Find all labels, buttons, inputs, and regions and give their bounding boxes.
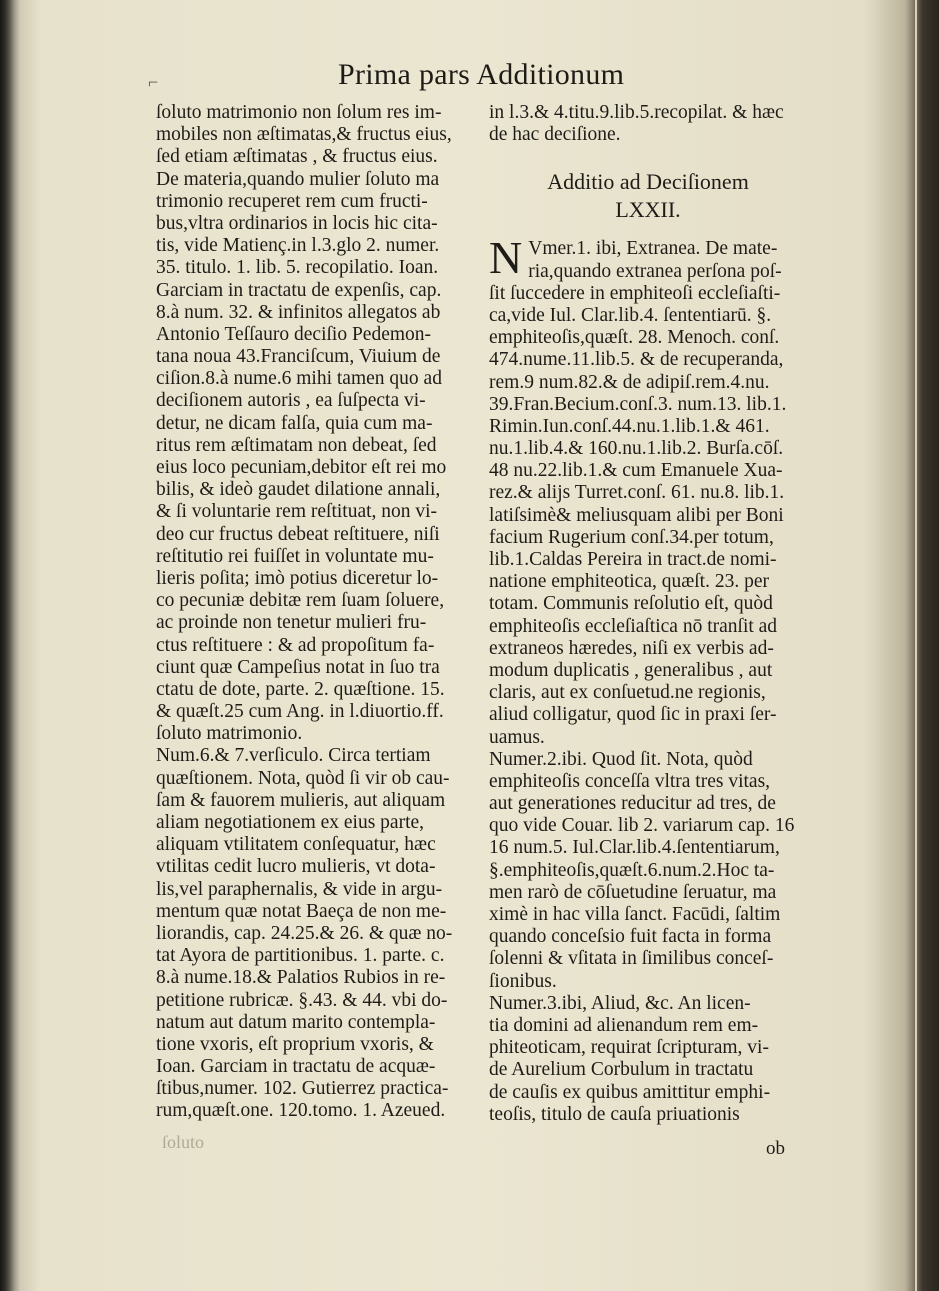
right-body-line: teoſis, titulo de cauſa priuationis: [489, 1103, 740, 1125]
right-body-line: §.emphiteoſis,quæſt.6.num.2.Hoc ta-: [489, 859, 775, 881]
section-heading: [489, 168, 807, 224]
right-column: [489, 102, 807, 1162]
book-edge: [905, 0, 939, 1291]
left-line: rum,quæſt.one. 120.tomo. 1. Azeued.: [156, 1100, 446, 1122]
left-line: tione vxoris, eſt proprium vxoris, &: [156, 1033, 434, 1055]
right-body-line: de Aurelium Corbulum in tractatu: [489, 1059, 754, 1081]
left-line: vtilitas cedit lucro mulieris, vt dota-: [156, 856, 436, 878]
left-column: [156, 102, 468, 1142]
right-body-line: 16 num.5. Iul.Clar.lib.4.ſententiarum,: [489, 837, 780, 859]
left-line: mentum quæ notat Baeça de non me-: [156, 900, 447, 922]
right-body-line: emphiteoſis conceſſa vltra tres vitas,: [489, 770, 771, 792]
right-body-line: claris, aut ex conſuetud.ne regionis,: [489, 682, 766, 704]
left-line: De materia,quando mulier ſoluto ma: [156, 168, 440, 190]
right-body-line: totam. Communis reſolutio eſt, quòd: [489, 593, 773, 615]
left-line: reſtitutio rei fuiſſet in voluntate mu-: [156, 545, 434, 567]
left-line: ciſion.8.à nume.6 mihi tamen quo ad: [156, 368, 442, 390]
right-body-line: modum duplicatis , generalibus , aut: [489, 659, 773, 681]
right-body-line: 474.nume.11.lib.5. & de recuperanda,: [489, 349, 784, 371]
left-line: ſed etiam æſtimatas , & fructus eius.: [156, 146, 438, 168]
section-heading-line-2: LXXII.: [615, 197, 681, 223]
right-body-line: phiteoticam, requirat ſcripturam, vi-: [489, 1037, 769, 1059]
right-body-line: Rimin.Iun.conſ.44.nu.1.lib.1.& 461.: [489, 415, 770, 437]
left-line: ſam & fauorem mulieris, aut aliquam: [156, 789, 446, 811]
left-line: 8.à nume.18.& Palatios Rubios in re-: [156, 967, 446, 989]
left-line: deo cur fructus debeat reſtituere, niſi: [156, 523, 440, 545]
left-line: eius loco pecuniam,debitor eſt rei mo: [156, 457, 447, 478]
right-top-line: in l.3.& 4.titu.9.lib.5.recopilat. & hæc: [489, 102, 784, 123]
left-line: ſoluto matrimonio non ſolum res im-: [156, 102, 442, 123]
right-body-line: men rarò de cōſuetudine ſeruatur, ma: [489, 881, 777, 903]
right-body-line: extraneos hæredes, niſi ex verbis ad-: [489, 637, 774, 659]
left-line: tat Ayora de partitionibus. 1. parte. c.: [156, 945, 445, 967]
right-body-line: natione emphiteotica, quæſt. 23. per: [489, 571, 769, 593]
right-body-line: Numer.2.ibi. Quod ſit. Nota, quòd: [489, 748, 753, 770]
right-body-line: ſolenni & vſitata in ſimilibus conceſ-: [489, 948, 774, 970]
left-line: Antonio Teſſauro deciſio Pedemon-: [156, 323, 432, 345]
right-body-line: Vmer.1. ibi, Extranea. De mate-: [528, 238, 778, 260]
right-body-line: latiſsimè& meliusquam alibi per Boni: [489, 504, 784, 526]
left-line: ſoluto matrimonio.: [156, 723, 303, 745]
right-body-line: lib.1.Caldas Pereira in tract.de nomi-: [489, 549, 777, 570]
left-line: petitione rubricæ. §.43. & 44. vbi do-: [156, 989, 448, 1011]
right-body-line: quando conceſsio fuit facta in forma: [489, 926, 772, 948]
left-line: trimonio recuperet rem cum fructi-: [156, 190, 428, 212]
right-body-line: tia domini ad alienandum rem em-: [489, 1014, 759, 1036]
left-line: mobiles non æſtimatas,& fructus eius,: [156, 124, 452, 146]
left-line: bilis, & ideò gaudet dilatione annali,: [156, 479, 441, 501]
left-line: deciſionem autoris , ea ſuſpecta vi-: [156, 390, 426, 412]
drop-cap: N: [489, 232, 523, 284]
left-line: quæſtionem. Nota, quòd ſi vir ob cau-: [156, 767, 450, 789]
right-body-line: Numer.3.ibi, Aliud, &c. An licen-: [489, 992, 751, 1014]
left-line: co pecuniæ debitæ rem ſuam ſoluere,: [156, 590, 445, 612]
left-line: ritus rem æſtimatam non debeat, ſed: [156, 434, 437, 456]
right-body-line: aliud colligatur, quod ſic in praxi ſer-: [489, 704, 777, 726]
right-body-line: ximè in hac villa ſanct. Facūdi, ſaltim: [489, 904, 781, 925]
left-line: ciunt quæ Campeſius notat in ſuo tra: [156, 656, 440, 678]
left-line: ſtibus,numer. 102. Gutierrez practica-: [156, 1078, 449, 1100]
spine-shadow: [0, 0, 20, 1291]
page-edge: [915, 0, 917, 1291]
right-body-line: 39.Fran.Becium.conſ.3. num.13. lib.1.: [489, 393, 787, 415]
right-body-line: nu.1.lib.4.& 160.nu.1.lib.2. Burſa.cōſ.: [489, 438, 784, 460]
right-body-line: rez.& alijs Turret.conſ. 61. nu.8. lib.1.: [489, 482, 785, 504]
right-body-line: emphiteoſis,quæſt. 28. Menoch. conſ.: [489, 327, 780, 349]
left-line: 35. titulo. 1. lib. 5. recopilatio. Ioan.: [156, 257, 439, 279]
left-line: tis, vide Matienç.in l.3.glo 2. numer.: [156, 235, 440, 257]
section-heading-line-1: Additio ad Deciſionem: [547, 169, 749, 195]
right-body-line: uamus.: [489, 726, 545, 748]
right-column-top: [489, 102, 807, 146]
right-top-line: de hac deciſione.: [489, 124, 621, 146]
running-head: Prima pars Additionum: [338, 58, 625, 91]
left-line: Num.6.& 7.verſiculo. Circa tertiam: [156, 745, 431, 767]
left-line: & ſi voluntarie rem reſtituat, non vi-: [156, 501, 438, 523]
right-body-line: emphiteoſis eccleſiaſtica nō tranſit ad: [489, 615, 778, 637]
left-line: Garciam in tractatu de expenſis, cap.: [156, 279, 442, 301]
right-body-line: aut generationes reducitur ad tres, de: [489, 793, 776, 815]
left-line: tana noua 43.Franciſcum, Viuium de: [156, 346, 441, 368]
left-line: bus,vltra ordinarios in locis hic cita-: [156, 212, 438, 234]
right-body-line: quo vide Couar. lib 2. variarum cap. 16: [489, 815, 795, 837]
left-line: lieris poſita; imò potius diceretur lo-: [156, 567, 439, 589]
left-line: ctatu de dote, parte. 2. quæſtione. 15.: [156, 678, 445, 700]
left-line: 8.à num. 32. & infinitos allegatos ab: [156, 301, 441, 323]
right-column-body: [489, 232, 807, 1126]
left-line: ctus reſtituere : & ad propoſitum fa-: [156, 634, 435, 656]
left-line: ac proinde non tenetur mulieri fru-: [156, 612, 427, 634]
right-body-line: de cauſis ex quibus amittitur emphi-: [489, 1081, 771, 1103]
left-line: Ioan. Garciam in tractatu de acquæ-: [156, 1056, 436, 1078]
catchword: ob: [766, 1138, 785, 1159]
right-body-line: rem.9 num.82.& de adipiſ.rem.4.nu.: [489, 371, 770, 393]
right-body-line: 48 nu.22.lib.1.& cum Emanuele Xua-: [489, 460, 783, 482]
right-body-line: ca,vide Iul. Clar.lib.4. ſententiarū. §.: [489, 304, 772, 326]
left-line: natum aut datum marito contempla-: [156, 1011, 436, 1033]
left-line: & quæſt.25 cum Ang. in l.diuortio.ff.: [156, 701, 444, 723]
right-body-line: ſit ſuccedere in emphiteoſi eccleſiaſti-: [489, 282, 781, 304]
left-line: aliquam vtilitatem conſequatur, hæc: [156, 834, 436, 856]
corner-mark: ⌐: [148, 72, 159, 92]
left-line: detur, ne dicam falſa, quia cum ma-: [156, 412, 433, 434]
right-body-line: ſionibus.: [489, 970, 557, 992]
right-body-line: ria,quando extranea perſona poſ-: [528, 260, 782, 282]
left-line: lis,vel paraphernalis, & vide in argu-: [156, 878, 443, 900]
right-body-line: facium Rugerium conſ.34.per totum,: [489, 526, 774, 548]
bleed-through-text: ſoluto: [162, 1132, 205, 1152]
left-line: liorandis, cap. 24.25.& 26. & quæ no-: [156, 922, 453, 944]
left-line: aliam negotiationem ex eius parte,: [156, 812, 425, 833]
